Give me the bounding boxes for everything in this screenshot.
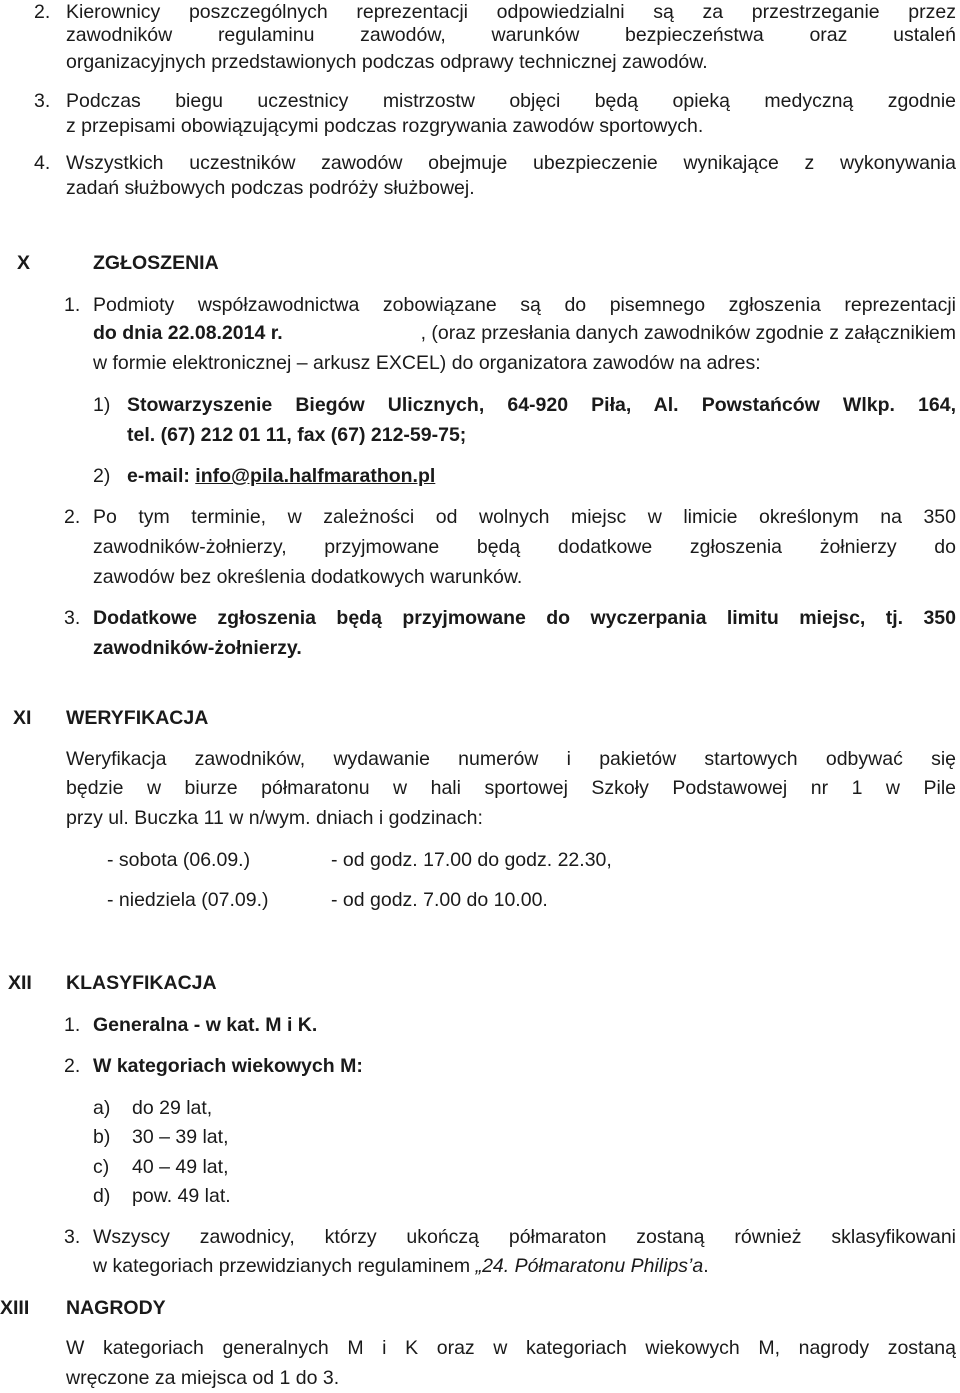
paragraph-line: Generalna - w kat. M i K.: [93, 1014, 318, 1036]
category-letter: a): [93, 1097, 111, 1119]
paragraph-line: [93, 1254, 709, 1278]
event-name: „24. Półmaratonu Philips’a: [475, 1255, 704, 1277]
deadline-date: do dnia 22.08.2014 r.: [93, 322, 283, 344]
paragraph-line: Wszyscy zawodnicy, którzy ukończą półmaraton zostaną również sklasyfikowani: [93, 1226, 956, 1248]
paragraph-line: zawodników regulaminu zawodów, warunków bezpieczeństwa oraz ustaleń: [66, 24, 956, 46]
section-title: KLASYFIKACJA: [66, 972, 217, 994]
paragraph-text: w kategoriach przewidzianych regulaminem: [93, 1255, 476, 1277]
category-text: pow. 49 lat.: [132, 1185, 231, 1207]
section-title: NAGRODY: [66, 1297, 166, 1319]
paragraph-line: W kategoriach generalnych M i K oraz w kategoriach wiekowych M, nagrody zostaną: [66, 1337, 956, 1359]
list-number: 2.: [64, 506, 81, 528]
schedule-hours: - od godz. 17.00 do godz. 22.30,: [331, 849, 612, 871]
address-line: Stowarzyszenie Biegów Ulicznych, 64-920 Piła, Al. Powstańców Wlkp. 164,: [127, 394, 956, 416]
paragraph-text: , (oraz przesłania danych zawodników zgodnie z załącznikiem: [420, 322, 956, 344]
paragraph-line: zawodników-żołnierzy, przyjmowane będą dodatkowe zgłoszenia żołnierzy do: [93, 536, 956, 558]
paragraph-line: Kierownicy poszczególnych reprezentacji odpowiedzialni są za przestrzeganie przez: [66, 1, 956, 23]
list-number: 1): [93, 394, 111, 416]
paragraph-line: Podmioty współzawodnictwa zobowiązane są do pisemnego zgłoszenia reprezentacji: [93, 294, 956, 316]
list-number: 3.: [34, 90, 51, 112]
section-title: ZGŁOSZENIA: [93, 252, 219, 274]
section-number: XII: [8, 972, 32, 994]
section-number: X: [17, 252, 31, 274]
paragraph-line: będzie w biurze półmaratonu w hali sportowej Szkoły Podstawowej nr 1 w Pile: [66, 777, 956, 799]
paragraph-line: zawodów bez określenia dodatkowych warunków.: [93, 566, 523, 588]
list-number: 1.: [64, 1014, 81, 1036]
schedule-hours: - od godz. 7.00 do 10.00.: [331, 889, 548, 911]
paragraph-line: z przepisami obowiązującymi podczas rozgrywania zawodów sportowych.: [66, 115, 704, 137]
list-number: 3.: [64, 1226, 81, 1248]
paragraph-line: zadań służbowych podczas podróży służbowej.: [66, 177, 475, 199]
paragraph-line: w formie elektronicznej – arkusz EXCEL) do organizatora zawodów na adres:: [93, 352, 761, 374]
category-text: 30 – 39 lat,: [132, 1126, 229, 1148]
category-text: do 29 lat,: [132, 1097, 213, 1119]
email-label: e-mail:: [127, 465, 196, 487]
email-link[interactable]: info@pila.halfmarathon.pl: [195, 465, 436, 487]
paragraph-line: Podczas biegu uczestnicy mistrzostw objęci będą opieką medyczną zgodnie: [66, 90, 956, 112]
paragraph-line: Dodatkowe zgłoszenia będą przyjmowane do wyczerpania limitu miejsc, tj. 350: [93, 607, 956, 629]
category-letter: b): [93, 1126, 111, 1148]
paragraph-line: wręczone za miejsca od 1 do 3.: [66, 1367, 340, 1389]
paragraph-line: Weryfikacja zawodników, wydawanie numerów i pakietów startowych odbywać się: [66, 748, 956, 770]
schedule-day: - sobota (06.09.): [107, 849, 251, 871]
paragraph-line: [93, 321, 956, 345]
paragraph-line: W kategoriach wiekowych M:: [93, 1055, 363, 1077]
paragraph-line: przy ul. Buczka 11 w n/wym. dniach i godzinach:: [66, 807, 483, 829]
list-number: 2): [93, 465, 111, 487]
section-title: WERYFIKACJA: [66, 707, 209, 729]
phone-fax-line: tel. (67) 212 01 11, fax (67) 212-59-75;: [127, 424, 467, 446]
list-number: 4.: [34, 152, 51, 174]
paragraph-line: zawodników-żołnierzy.: [93, 637, 302, 659]
category-text: 40 – 49 lat,: [132, 1156, 229, 1178]
paragraph-text: .: [703, 1255, 709, 1277]
list-number: 2.: [64, 1055, 81, 1077]
schedule-day: - niedziela (07.09.): [107, 889, 269, 911]
category-letter: d): [93, 1185, 111, 1207]
paragraph-line: Po tym terminie, w zależności od wolnych miejsc w limicie określonym na 350: [93, 506, 956, 528]
list-number: 1.: [64, 294, 81, 316]
category-letter: c): [93, 1156, 110, 1178]
section-number: XI: [13, 707, 32, 729]
email-line: [127, 464, 435, 488]
section-number: XIII: [0, 1297, 30, 1319]
paragraph-line: organizacyjnych przedstawionych podczas odprawy technicznej zawodów.: [66, 51, 708, 73]
list-number: 2.: [34, 1, 51, 23]
list-number: 3.: [64, 607, 81, 629]
paragraph-line: Wszystkich uczestników zawodów obejmuje ubezpieczenie wynikające z wykonywania: [66, 152, 956, 174]
